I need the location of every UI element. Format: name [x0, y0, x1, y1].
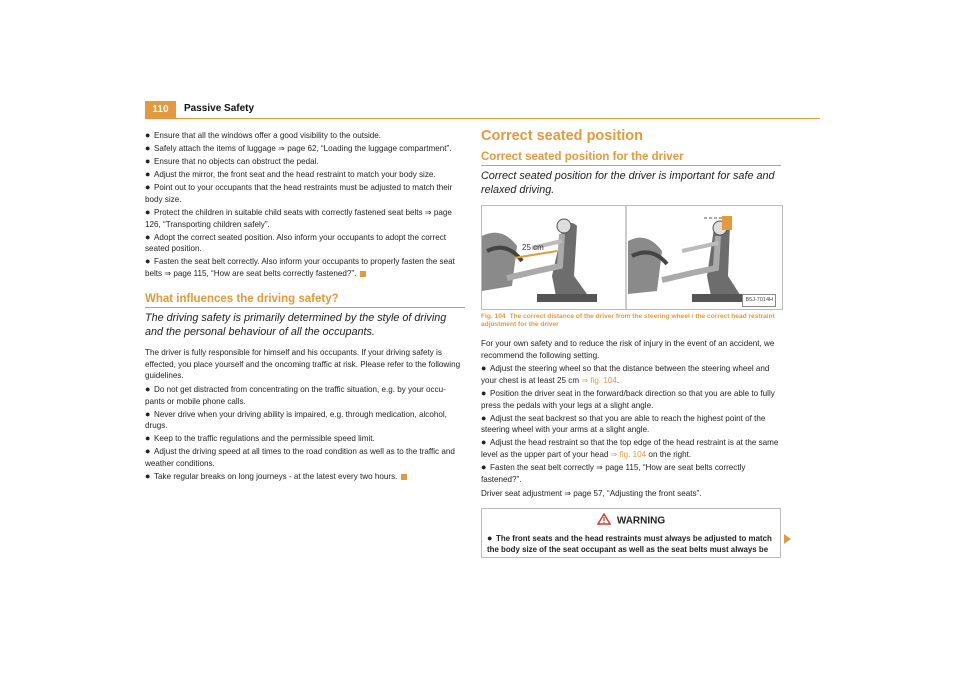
header-rule [145, 118, 820, 119]
distance-label: 25 cm [522, 243, 544, 253]
figure-104 [481, 205, 783, 310]
driver-seating-illustration [482, 206, 782, 309]
paragraph: For your own safety and to reduce the risk of injury in the event of an accident, we recommend the following setting. [481, 339, 775, 360]
figure-code: B5J-7014H [742, 294, 776, 308]
list-item: ● Fasten the seat belt correctly. Also inform your occupants to properly fasten the seat belts ⇒ page 115, “How are seat belts correctly fastened?”. [145, 256, 455, 279]
list-item: ● Position the driver seat in the forward/back direction so that you are able to fully press the pedals with your legs at a slight angle. [481, 388, 775, 410]
list-item: ● Ensure that all the windows offer a good visibility to the outside. [145, 130, 382, 140]
bullet-list-top [145, 130, 465, 280]
bullet-list-bottom [145, 384, 465, 483]
page-title: Passive Safety [184, 103, 255, 114]
bullet-icon: ● [481, 412, 487, 423]
bullet-icon: ● [145, 384, 151, 394]
list-item: ● Do not get distracted from concentrating on the traffic situation, e.g. by your occu-pants or mobile phone calls. [145, 384, 446, 406]
bullet-icon: ● [145, 169, 151, 180]
list-item: ● Safely attach the items of luggage ⇒ page 62, “Loading the luggage compartment”. [145, 143, 452, 154]
bullet-icon: ● [145, 446, 151, 457]
section-intro: The driving safety is primarily determined by the style of driving and the personal behaviour of all the occupants. [145, 312, 447, 338]
bullet-icon: ● [481, 437, 487, 448]
bullet-icon: ● [145, 231, 151, 242]
bullet-icon: ● [145, 156, 151, 167]
bullet-icon: ● [481, 462, 487, 473]
warning-box [481, 508, 781, 558]
bullet-icon: ● [145, 130, 151, 140]
bullet-icon: ● [487, 532, 493, 543]
bullet-icon: ● [481, 388, 487, 399]
list-item: ● Take regular breaks on long journeys - at the latest every two hours. [145, 471, 465, 483]
list-item: ● Keep to the traffic regulations and the permissible speed limit. [145, 433, 375, 444]
warning-triangle-icon [597, 513, 611, 529]
right-column [481, 130, 781, 558]
warning-title: WARNING [616, 515, 666, 527]
bullet-icon: ● [145, 256, 151, 267]
list-item: ● Fasten the seat belt correctly ⇒ page 115, “How are seat belts correctly fastened?”. [481, 462, 746, 484]
bullet-icon: ● [145, 182, 151, 193]
list-item: ● Never drive when your driving ability is impaired, e.g. through medication, alcohol, drugs. [145, 408, 447, 431]
section-heading: Correct seated position for the driver [481, 152, 781, 167]
bullet-icon: ● [145, 143, 151, 154]
figure-caption: Fig. 104 The correct distance of the driver from the steering wheel / the correct head restraint adjustment for the driver [481, 313, 775, 329]
list-item: ● Adjust the steering wheel so that the distance between the steering wheel and your chest is at least 25 cm ⇒ fig. 104. [481, 363, 770, 385]
figure-link[interactable]: ⇒ fig. 104 [610, 450, 647, 460]
list-item: ● Point out to your occupants that the head restraints must be adjusted to match their body size. [145, 182, 453, 204]
list-item: ● Adjust the mirror, the front seat and the head restraint to match your body size. [145, 169, 436, 180]
list-item: ● Adopt the correct seated position. Also inform your occupants to adopt the correct seated position. [145, 231, 446, 254]
page-number: 110 [145, 101, 176, 118]
bullet-icon: ● [145, 408, 151, 419]
bullet-icon: ● [145, 471, 151, 482]
list-item: ● Ensure that no objects can obstruct the pedal. [145, 156, 319, 167]
section-end-marker [401, 474, 407, 480]
main-heading: Correct seated position [481, 128, 643, 144]
figure-link[interactable]: ⇒ fig. 104 [581, 375, 617, 385]
section-end-marker [360, 271, 366, 277]
list-item: ● Protect the children in suitable child seats with correctly fastened seat belts ⇒ page 126, “Transporting children safely”. [145, 207, 452, 229]
bullet-list [481, 363, 781, 485]
bullet-icon: ● [145, 207, 151, 218]
list-item: ● Adjust the seat backrest so that you are able to reach the highest point of the steering wheel with your arms at a slight angle. [481, 412, 766, 435]
section-intro: Correct seated position for the driver is important for safe and relaxed driving. [481, 170, 775, 196]
list-item: ● Adjust the driving speed at all times to the road condition as well as to the traffic and weather conditions. [145, 446, 455, 469]
warning-text: ● The front seats and the head restraints must always be adjusted to match the body size of the seat occupant as well as the seat belts must always be [487, 532, 772, 554]
continue-arrow-icon [784, 534, 791, 544]
bullet-icon: ● [145, 433, 151, 444]
list-item: ● Adjust the head restraint so that the top edge of the head restraint is at the same level as the upper part of your head ⇒ fig. 104 on the right. [481, 437, 779, 460]
warning-header [487, 513, 775, 529]
section-heading: What influences the driving safety? [145, 294, 465, 309]
paragraph: Driver seat adjustment ⇒ page 57, “Adjusting the front seats”. [481, 489, 702, 499]
bullet-icon: ● [481, 363, 487, 374]
left-column [145, 130, 465, 484]
paragraph: The driver is fully responsible for himself and his occupants. If your driving safety is effected, you place yourself and the oncoming traffic at risk. Please refer to the following guidelines. [145, 348, 461, 381]
